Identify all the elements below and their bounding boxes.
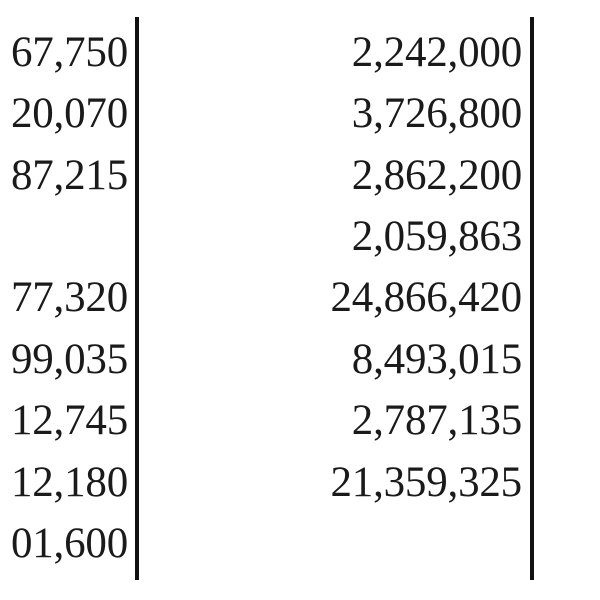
left-column-cell: 99,035 <box>10 336 128 383</box>
left-column-cell: 67,750 <box>10 29 128 76</box>
right-column-cell: 21,359,325 <box>330 459 522 506</box>
right-column-cell: 2,787,135 <box>351 397 522 444</box>
left-column-cell: 77,320 <box>10 274 128 321</box>
right-column-cell: 2,242,000 <box>351 29 522 76</box>
left-column-cell: 20,070 <box>10 90 128 137</box>
left-column-cell: 12,745 <box>10 397 128 444</box>
left-column-cell: 12,180 <box>10 459 128 506</box>
vertical-table-rule-left <box>135 17 139 580</box>
right-column-cell: 2,059,863 <box>351 213 522 260</box>
left-column-cell: 01,600 <box>10 520 128 567</box>
right-column-cell: 8,493,015 <box>351 336 522 383</box>
left-column-cell: 87,215 <box>10 152 128 199</box>
right-number-column <box>150 0 522 600</box>
right-column-cell: 24,866,420 <box>330 274 522 321</box>
right-column-cell: 2,862,200 <box>351 152 522 199</box>
vertical-table-rule-right <box>530 17 534 580</box>
left-number-column <box>0 0 128 600</box>
right-column-cell: 3,726,800 <box>351 90 522 137</box>
